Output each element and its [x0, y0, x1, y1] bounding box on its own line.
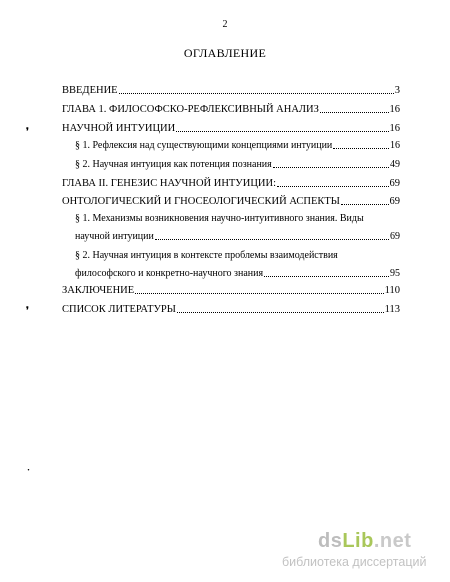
toc-entry-page: 16 — [389, 104, 400, 115]
toc-entry-text: философского и конкретно-научного знания — [75, 268, 264, 279]
toc-entry-text: СПИСОК ЛИТЕРАТУРЫ — [62, 304, 176, 315]
toc-entry-page: 95 — [390, 268, 400, 279]
toc-title: ОГЛАВЛЕНИЕ — [183, 46, 267, 60]
dot-leader — [264, 276, 389, 277]
toc-entry-page: 69 — [390, 231, 400, 242]
watermark-logo: dsLib.net — [318, 530, 412, 552]
toc-entry-text: ГЛАВА II. ГЕНЕЗИС НАУЧНОЙ ИНТУИЦИИ: — [62, 178, 276, 189]
dot-leader — [320, 112, 389, 113]
scan-mark: ❜ — [26, 126, 29, 136]
dot-leader — [176, 131, 388, 132]
toc-entry-section-2-2[interactable] — [75, 250, 400, 280]
scan-mark: ❜ — [26, 305, 29, 315]
dot-leader — [135, 293, 383, 294]
toc-entry-bibliography[interactable] — [62, 304, 400, 316]
toc-entry-text-line1: § 2. Научная интуиция в контексте проблемы взаимодействия — [75, 250, 338, 261]
toc-entry-page: 49 — [390, 159, 400, 170]
dot-leader — [333, 148, 389, 149]
toc-entry-chapter-2[interactable] — [62, 178, 400, 190]
toc-entry-chapter-1[interactable] — [62, 104, 400, 116]
toc-entry-page: 16 — [389, 123, 400, 134]
toc-entry-text: научной интуиции — [75, 231, 154, 242]
toc-entry-page: 3 — [394, 85, 400, 96]
watermark-subtitle: библиотека диссертаций — [282, 555, 427, 569]
toc-entry-chapter-1-cont[interactable] — [62, 123, 400, 135]
toc-entry-page: 113 — [384, 304, 400, 315]
dot-leader — [119, 93, 394, 94]
dot-leader — [273, 167, 389, 168]
toc-entry-section-1-1[interactable] — [75, 140, 400, 152]
dot-leader — [341, 204, 389, 205]
toc-entry-page: 110 — [384, 285, 400, 296]
page-number: 2 — [222, 19, 228, 30]
dot-leader — [277, 186, 389, 187]
toc-entry-text: ЗАКЛЮЧЕНИЕ — [62, 285, 135, 296]
scan-mark: · — [27, 465, 31, 475]
toc-entry-page: 69 — [389, 196, 400, 207]
toc-entry-conclusion[interactable] — [62, 285, 400, 297]
toc-entry-page: 16 — [390, 140, 400, 151]
toc-entry-section-1-2[interactable] — [75, 159, 400, 171]
toc-entry-text: НАУЧНОЙ ИНТУИЦИИ — [62, 123, 176, 134]
dot-leader — [177, 312, 384, 313]
toc-entry-introduction[interactable] — [62, 85, 400, 97]
toc-entry-text-line1: § 1. Механизмы возникновения научно-интуитивного знания. Виды — [75, 213, 364, 224]
toc-entry-page: 69 — [389, 178, 400, 189]
toc-entry-text: ГЛАВА 1. ФИЛОСОФСКО-РЕФЛЕКСИВНЫЙ АНАЛИЗ — [62, 104, 319, 115]
toc-entry-text: ВВЕДЕНИЕ — [62, 85, 118, 96]
toc-entry-chapter-2-cont[interactable] — [62, 196, 400, 208]
dot-leader — [155, 239, 389, 240]
toc-entry-section-2-1[interactable] — [75, 213, 400, 243]
toc-entry-text: § 2. Научная интуиция как потенция познания — [75, 159, 272, 170]
toc-entry-text: ОНТОЛОГИЧЕСКИЙ И ГНОСЕОЛОГИЧЕСКИЙ АСПЕКТЫ — [62, 196, 340, 207]
toc-entry-text: § 1. Рефлексия над существующими концепциями интуиции — [75, 140, 333, 151]
